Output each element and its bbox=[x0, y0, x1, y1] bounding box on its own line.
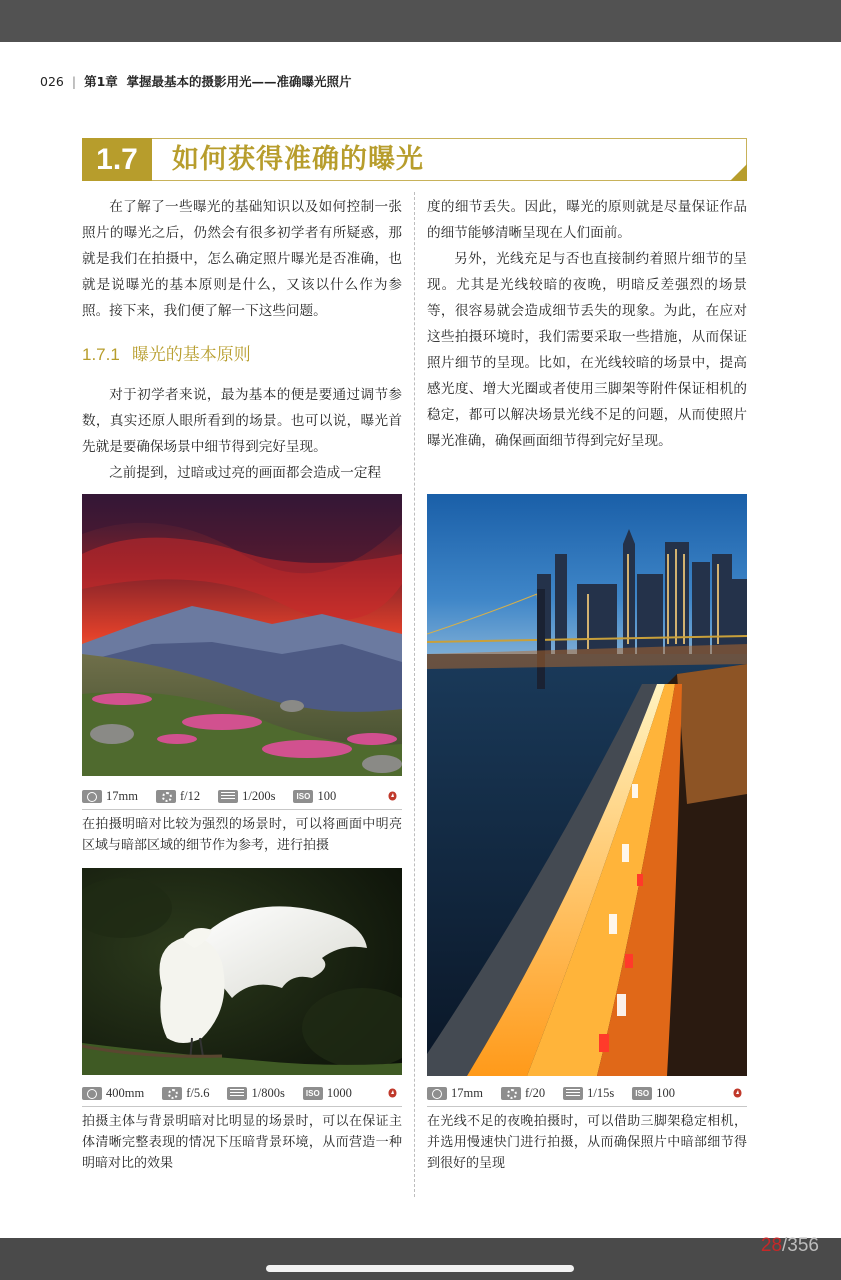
focal-length: 400mm bbox=[106, 1085, 145, 1100]
book-page bbox=[0, 42, 841, 1238]
egret-photo bbox=[82, 868, 402, 1075]
page-counter[interactable] bbox=[761, 1235, 819, 1257]
iso-icon: ISO bbox=[632, 1087, 652, 1100]
focal-length: 17mm bbox=[451, 1085, 483, 1100]
body-paragraph-2: 之前提到，过暗或过亮的画面都会造成一定程 bbox=[109, 465, 382, 481]
body-paragraph-4: 另外，光线充足与否也直接制约着照片细节的呈现。尤其是光线较暗的夜晚，明暗反差强烈的场景等，很容易就会造成细节丢失的现象。为此，在应对这些拍摄环境时，我们需要采取一些措施，从而保证照片细节的呈现。比如，在光线较暗的场景中，提高感光度、增大光圈或者使用三脚架等附件保证相机的稳定，都可以解决场景光线不足的问题，从而使照片曝光准确，确保画面细节得到完好呈现。 bbox=[427, 251, 747, 449]
shutter-value: 1/15s bbox=[587, 1085, 615, 1100]
shutter-icon bbox=[227, 1087, 247, 1100]
exif-rule bbox=[82, 1106, 402, 1107]
body-paragraph-1: 对于初学者来说，最为基本的便是要通过调节参数，真实还原人眼所看到的场景。也可以说，曝光首先就是要确保场景中细节得到完好呈现。 bbox=[82, 387, 402, 455]
body-paragraph-3: 度的细节丢失。因此，曝光的原则就是尽量保证作品的细节能够清晰呈现在人们面前。 bbox=[427, 199, 747, 241]
section-number: 1.7 bbox=[82, 138, 152, 181]
chapter-title: 掌握最基本的摄影用光——准确曝光照片 bbox=[126, 74, 352, 89]
viewer-top-bar bbox=[0, 0, 841, 42]
shutter-value: 1/800s bbox=[251, 1085, 285, 1100]
city-night-photo bbox=[427, 494, 747, 1076]
subsection-number: 1.7.1 bbox=[82, 345, 120, 364]
heading-corner-ornament bbox=[730, 164, 747, 181]
section-title: 如何获得准确的曝光 bbox=[172, 144, 424, 175]
flash-icon bbox=[388, 1088, 397, 1098]
home-indicator[interactable] bbox=[266, 1265, 574, 1272]
shutter-icon bbox=[218, 790, 238, 803]
exif-bar-city bbox=[427, 1082, 747, 1104]
caption-mountain: 在拍摄明暗对比较为强烈的场景时，可以将画面中明亮区域与暗部区域的细节作为参考，进行拍摄 bbox=[82, 816, 402, 852]
current-page: 28 bbox=[760, 1235, 783, 1256]
exif-rule bbox=[427, 1106, 747, 1107]
total-pages: /356 bbox=[782, 1235, 819, 1256]
aperture-value: f/20 bbox=[524, 1085, 546, 1100]
shutter-icon bbox=[563, 1087, 583, 1100]
iso-icon: ISO bbox=[303, 1087, 323, 1100]
aperture-value: f/12 bbox=[179, 788, 201, 803]
iso-value: 100 bbox=[317, 788, 337, 803]
chapter-label: 第1章 bbox=[84, 74, 118, 89]
intro-paragraph: 在了解了一些曝光的基础知识以及如何控制一张照片的曝光之后，仍然会有很多初学者有所疑惑，那就是我们在拍摄中，怎么确定照片曝光是否准确，也就是说曝光的基本原则是什么，又该以什么作为参照。接下来，我们便了解一下这些问题。 bbox=[82, 199, 402, 319]
mountain-sunset-photo bbox=[82, 494, 402, 776]
lens-icon bbox=[82, 1087, 102, 1100]
aperture-value: f/5.6 bbox=[186, 1085, 210, 1100]
focal-length: 17mm bbox=[106, 788, 138, 803]
lens-icon bbox=[427, 1087, 447, 1100]
exif-rule bbox=[82, 809, 402, 810]
aperture-icon bbox=[162, 1087, 182, 1100]
running-header: 026 | 第1章 掌握最基本的摄影用光——准确曝光照片 bbox=[40, 74, 352, 89]
left-intro bbox=[82, 194, 402, 324]
flash-icon bbox=[388, 791, 397, 801]
left-body bbox=[82, 382, 402, 486]
flash-icon bbox=[733, 1088, 742, 1098]
caption-egret: 拍摄主体与背景明暗对比明显的场景时，可以在保证主体清晰完整表现的情况下压暗背景环境，从而营造一种明暗对比的效果 bbox=[82, 1113, 402, 1170]
exif-bar-egret bbox=[82, 1082, 402, 1104]
iso-value: 1000 bbox=[326, 1085, 352, 1100]
subsection-title: 曝光的基本原则 bbox=[131, 345, 251, 365]
subsection-heading bbox=[82, 340, 251, 365]
exif-bar-mountain bbox=[82, 785, 402, 807]
aperture-icon bbox=[501, 1087, 521, 1100]
page-number: 026 bbox=[40, 74, 64, 89]
column-divider bbox=[414, 192, 415, 1197]
iso-icon: ISO bbox=[293, 790, 313, 803]
lens-icon bbox=[82, 790, 102, 803]
shutter-value: 1/200s bbox=[242, 788, 276, 803]
caption-city: 在光线不足的夜晚拍摄时，可以借助三脚架稳定相机，并选用慢速快门进行拍摄，从而确保照片中暗部细节得到很好的呈现 bbox=[427, 1113, 747, 1170]
aperture-icon bbox=[156, 790, 176, 803]
iso-value: 100 bbox=[656, 1085, 675, 1100]
right-body bbox=[427, 194, 747, 454]
viewer-bottom-bar bbox=[0, 1238, 841, 1280]
